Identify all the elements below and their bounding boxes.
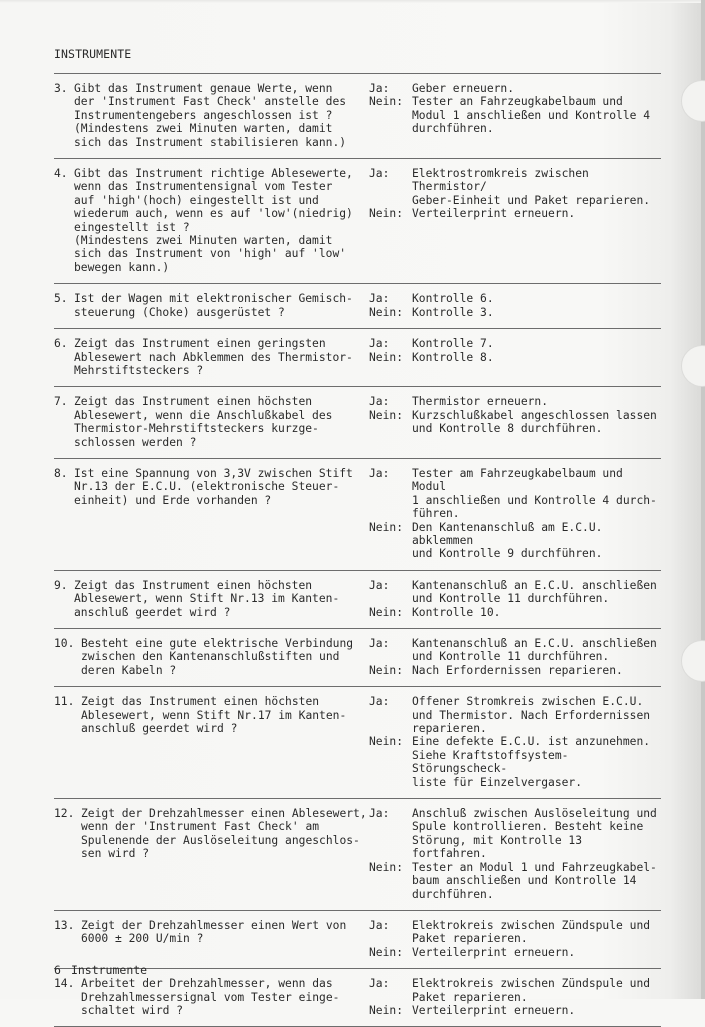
question-cell: [54, 292, 369, 319]
answer-cell: [369, 637, 661, 677]
answer-no: [369, 606, 661, 619]
question-text: Ist eine Spannung von 3,3V zwischen Stift Nr.13 der E.C.U. (elektronische Steuer- einheit) und Erde vorhanden ?: [74, 466, 353, 507]
question-text: Besteht eine gute elektrische Verbindung zwischen den Kantenanschlußstiften und deren Kabeln ?: [81, 637, 354, 677]
page-footer: [54, 963, 147, 977]
yes-label: Ja:: [369, 395, 390, 409]
punch-hole-mark: [681, 80, 705, 122]
no-label: Nein:: [369, 663, 404, 677]
no-label: Nein:: [369, 735, 404, 749]
yes-label: Ja:: [369, 637, 390, 650]
question-text: Gibt das Instrument genaue Werte, wenn der 'Instrument Fast Check' anstelle des Instrumentengebers angeschlossen ist ? (Mindestens zwei Minuten warten, damit sich das Instrument stabilisieren kann.): [74, 82, 347, 149]
question-cell: [54, 337, 369, 377]
question-cell: [54, 579, 369, 619]
question-cell: [54, 167, 369, 274]
answer-no: [369, 1004, 661, 1017]
table-rule: [54, 910, 661, 911]
table-rule: [54, 628, 661, 629]
yes-label: Ja:: [369, 807, 390, 821]
footer-section: Instrumente: [70, 963, 148, 977]
no-label: Nein:: [369, 95, 404, 109]
check-number: 10.: [54, 637, 75, 650]
checklist-row: [54, 459, 661, 570]
no-label: Nein:: [369, 605, 404, 619]
table-rule: [54, 73, 661, 74]
no-label: Nein:: [369, 350, 404, 364]
question-cell: [54, 395, 369, 449]
answer-no: [369, 664, 661, 677]
answer-yes: [369, 82, 661, 95]
checklist-row: [54, 284, 661, 328]
yes-label: Ja:: [369, 977, 390, 991]
yes-action: Geber erneuern.: [412, 82, 515, 95]
checklist-table: [54, 73, 661, 1027]
yes-action: Elektrokreis zwischen Zündspule und Paket reparieren.: [412, 918, 651, 946]
question-text: Zeigt das Instrument einen höchsten Ablesewert, wenn Stift Nr.17 im Kanten- anschluß geerdet wird ?: [81, 695, 347, 736]
yes-action: Thermistor erneuern.: [412, 395, 549, 409]
checklist-row: [54, 969, 661, 1026]
answer-yes: [369, 637, 661, 664]
yes-action: Anschluß zwischen Auslöseleitung und Spule kontrollieren. Besteht keine Störung, mit Kontrolle 13 fortfahren.: [412, 807, 657, 861]
question-cell: [54, 807, 369, 901]
yes-action: Kontrolle 6.: [412, 292, 494, 306]
question-cell: [54, 467, 369, 561]
answer-yes: [369, 977, 661, 1004]
answer-no: [369, 306, 661, 319]
yes-action: Kantenanschluß an E.C.U. anschließen und Kontrolle 11 durchführen.: [412, 578, 657, 606]
yes-action: Elektrokreis zwischen Zündspule und Paket reparieren.: [412, 977, 651, 1004]
answer-yes: [369, 395, 661, 408]
answer-cell: [369, 337, 661, 377]
answer-cell: [369, 292, 661, 319]
check-number: 8.: [54, 466, 68, 480]
yes-action: Kontrolle 7.: [412, 337, 494, 351]
answer-yes: [369, 337, 661, 350]
checklist-row: [54, 799, 661, 910]
question-cell: [54, 82, 369, 149]
page-number: 6: [54, 963, 61, 977]
answer-cell: [369, 579, 661, 619]
no-label: Nein:: [369, 305, 404, 319]
question-cell: [54, 637, 369, 677]
answer-no: [369, 409, 661, 436]
checklist-row: [54, 629, 661, 686]
answer-yes: [369, 579, 661, 606]
answer-yes: [369, 919, 661, 946]
check-number: 9.: [54, 578, 68, 592]
no-label: Nein:: [369, 1003, 404, 1017]
answer-cell: [369, 467, 661, 561]
question-cell: [54, 919, 369, 959]
check-number: 6.: [54, 337, 68, 351]
yes-label: Ja:: [369, 578, 390, 592]
table-rule: [54, 283, 661, 284]
no-action: Tester an Fahrzeugkabelbaum und Modul 1 anschließen und Kontrolle 4 durchführen.: [412, 95, 651, 136]
yes-action: Offener Stromkreis zwischen E.C.U. und Thermistor. Nach Erfordernissen reparieren.: [412, 695, 651, 736]
yes-label: Ja:: [369, 466, 390, 480]
no-action: Verteilerprint erneuern.: [412, 1003, 576, 1017]
yes-label: Ja:: [369, 292, 390, 306]
checklist-row: [54, 911, 661, 968]
no-action: Nach Erfordernissen reparieren.: [412, 663, 623, 677]
answer-yes: [369, 807, 661, 861]
no-label: Nein:: [369, 408, 404, 422]
answer-no: [369, 861, 661, 901]
checklist-row: [54, 74, 661, 158]
checklist-row: [54, 387, 661, 458]
no-action: Eine defekte E.C.U. ist anzunehmen. Siehe Kraftstoffsystem-Störungscheck- liste für Einzelvergaser.: [412, 735, 651, 789]
punch-hole-mark: [681, 640, 705, 682]
answer-no: [369, 521, 661, 561]
question-text: Zeigt das Instrument einen höchsten Ablesewert, wenn die Anschlußkabel des Thermistor-Mehrstiftsteckers kurzge- schlossen werden ?: [74, 395, 333, 449]
table-rule: [54, 686, 661, 687]
answer-no: [369, 95, 661, 135]
answer-no: [369, 946, 661, 959]
answer-cell: [369, 167, 661, 274]
yes-label: Ja:: [369, 918, 390, 932]
no-action: Kontrolle 10.: [412, 605, 501, 619]
yes-action: Elektrostromkreis zwischen Thermistor/ Geber-Einheit und Paket reparieren.: [412, 167, 651, 207]
no-action: Den Kantenanschluß am E.C.U. abklemmen und Kontrolle 9 durchführen.: [412, 520, 603, 561]
yes-action: Kantenanschluß an E.C.U. anschließen und Kontrolle 11 durchführen.: [412, 637, 657, 664]
answer-cell: [369, 807, 661, 901]
answer-no: [369, 735, 661, 789]
answer-cell: [369, 695, 661, 789]
checklist-row: [54, 329, 661, 386]
no-label: Nein:: [369, 520, 404, 534]
answer-cell: [369, 395, 661, 449]
check-number: 5.: [54, 292, 68, 306]
answer-yes: [369, 292, 661, 305]
yes-action: Tester am Fahrzeugkabelbaum und Modul 1 anschließen und Kontrolle 4 durch- führen.: [412, 466, 657, 521]
no-action: Kontrolle 8.: [412, 350, 494, 364]
no-action: Kontrolle 3.: [412, 305, 494, 319]
answer-yes: [369, 167, 661, 207]
page-top-edge: [0, 0, 705, 3]
question-text: Zeigt das Instrument einen höchsten Ablesewert, wenn Stift Nr.13 im Kanten- anschluß geerdet wird ?: [74, 578, 340, 619]
answer-yes: [369, 467, 661, 521]
question-text: Zeigt der Drehzahlmesser einen Wert von 6000 ± 200 U/min ?: [81, 918, 347, 946]
table-rule: [54, 458, 661, 459]
punch-hole-mark: [681, 345, 705, 387]
question-text: Arbeitet der Drehzahlmesser, wenn das Drehzahlmessersignal vom Tester einge- schaltet wird ?: [81, 977, 340, 1017]
yes-label: Ja:: [369, 82, 390, 95]
question-cell: [54, 977, 369, 1017]
answer-no: [369, 207, 661, 220]
checklist-row: [54, 687, 661, 798]
page-header: INSTRUMENTE: [54, 47, 132, 61]
check-number: 3.: [54, 82, 68, 95]
answer-cell: [369, 919, 661, 959]
question-text: Zeigt der Drehzahlmesser einen Ablesewert, wenn der 'Instrument Fast Check' am Spulenende der Auslöseleitung angeschlos- sen wird ?: [81, 807, 367, 861]
check-number: 12.: [54, 807, 75, 821]
no-action: Verteilerprint erneuern.: [412, 945, 576, 959]
question-text: Zeigt das Instrument einen geringsten Ablesewert nach Abklemmen des Thermistor- Mehrstiftsteckers ?: [74, 337, 353, 377]
table-rule: [54, 328, 661, 329]
check-number: 4.: [54, 167, 68, 181]
check-number: 11.: [54, 695, 75, 709]
yes-label: Ja:: [369, 167, 390, 181]
check-number: 14.: [54, 977, 75, 991]
answer-yes: [369, 695, 661, 735]
yes-label: Ja:: [369, 337, 390, 351]
table-rule: [54, 158, 661, 159]
answer-cell: [369, 977, 661, 1017]
no-action: Kurzschlußkabel angeschlossen lassen und Kontrolle 8 durchführen.: [412, 408, 657, 436]
answer-cell: [369, 82, 661, 149]
table-rule: [54, 386, 661, 387]
no-action: Tester an Modul 1 und Fahrzeugkabel- baum anschließen und Kontrolle 14 durchführen.: [412, 860, 657, 901]
table-rule: [54, 798, 661, 799]
no-label: Nein:: [369, 207, 404, 221]
page-right-edge: [701, 0, 705, 999]
no-label: Nein:: [369, 860, 404, 874]
yes-label: Ja:: [369, 695, 390, 709]
table-rule: [54, 570, 661, 571]
check-number: 13.: [54, 918, 75, 932]
checklist-row: [54, 571, 661, 628]
answer-no: [369, 351, 661, 364]
question-text: Ist der Wagen mit elektronischer Gemisch- steuerung (Choke) ausgerüstet ?: [74, 292, 353, 319]
question-text: Gibt das Instrument richtige Ablesewerte, wenn das Instrumentensignal vom Tester auf 'high'(hoch) eingestellt ist und wiederum auch, wenn es auf 'low'(niedrig) eingestellt ist ? (Mindestens zwei Minuten warten, damit sich das Instrument von 'high' auf 'low' bewegen kann.): [74, 167, 353, 274]
checklist-row: [54, 159, 661, 283]
no-label: Nein:: [369, 945, 404, 959]
question-cell: [54, 695, 369, 789]
no-action: Verteilerprint erneuern.: [412, 207, 576, 221]
check-number: 7.: [54, 395, 68, 409]
